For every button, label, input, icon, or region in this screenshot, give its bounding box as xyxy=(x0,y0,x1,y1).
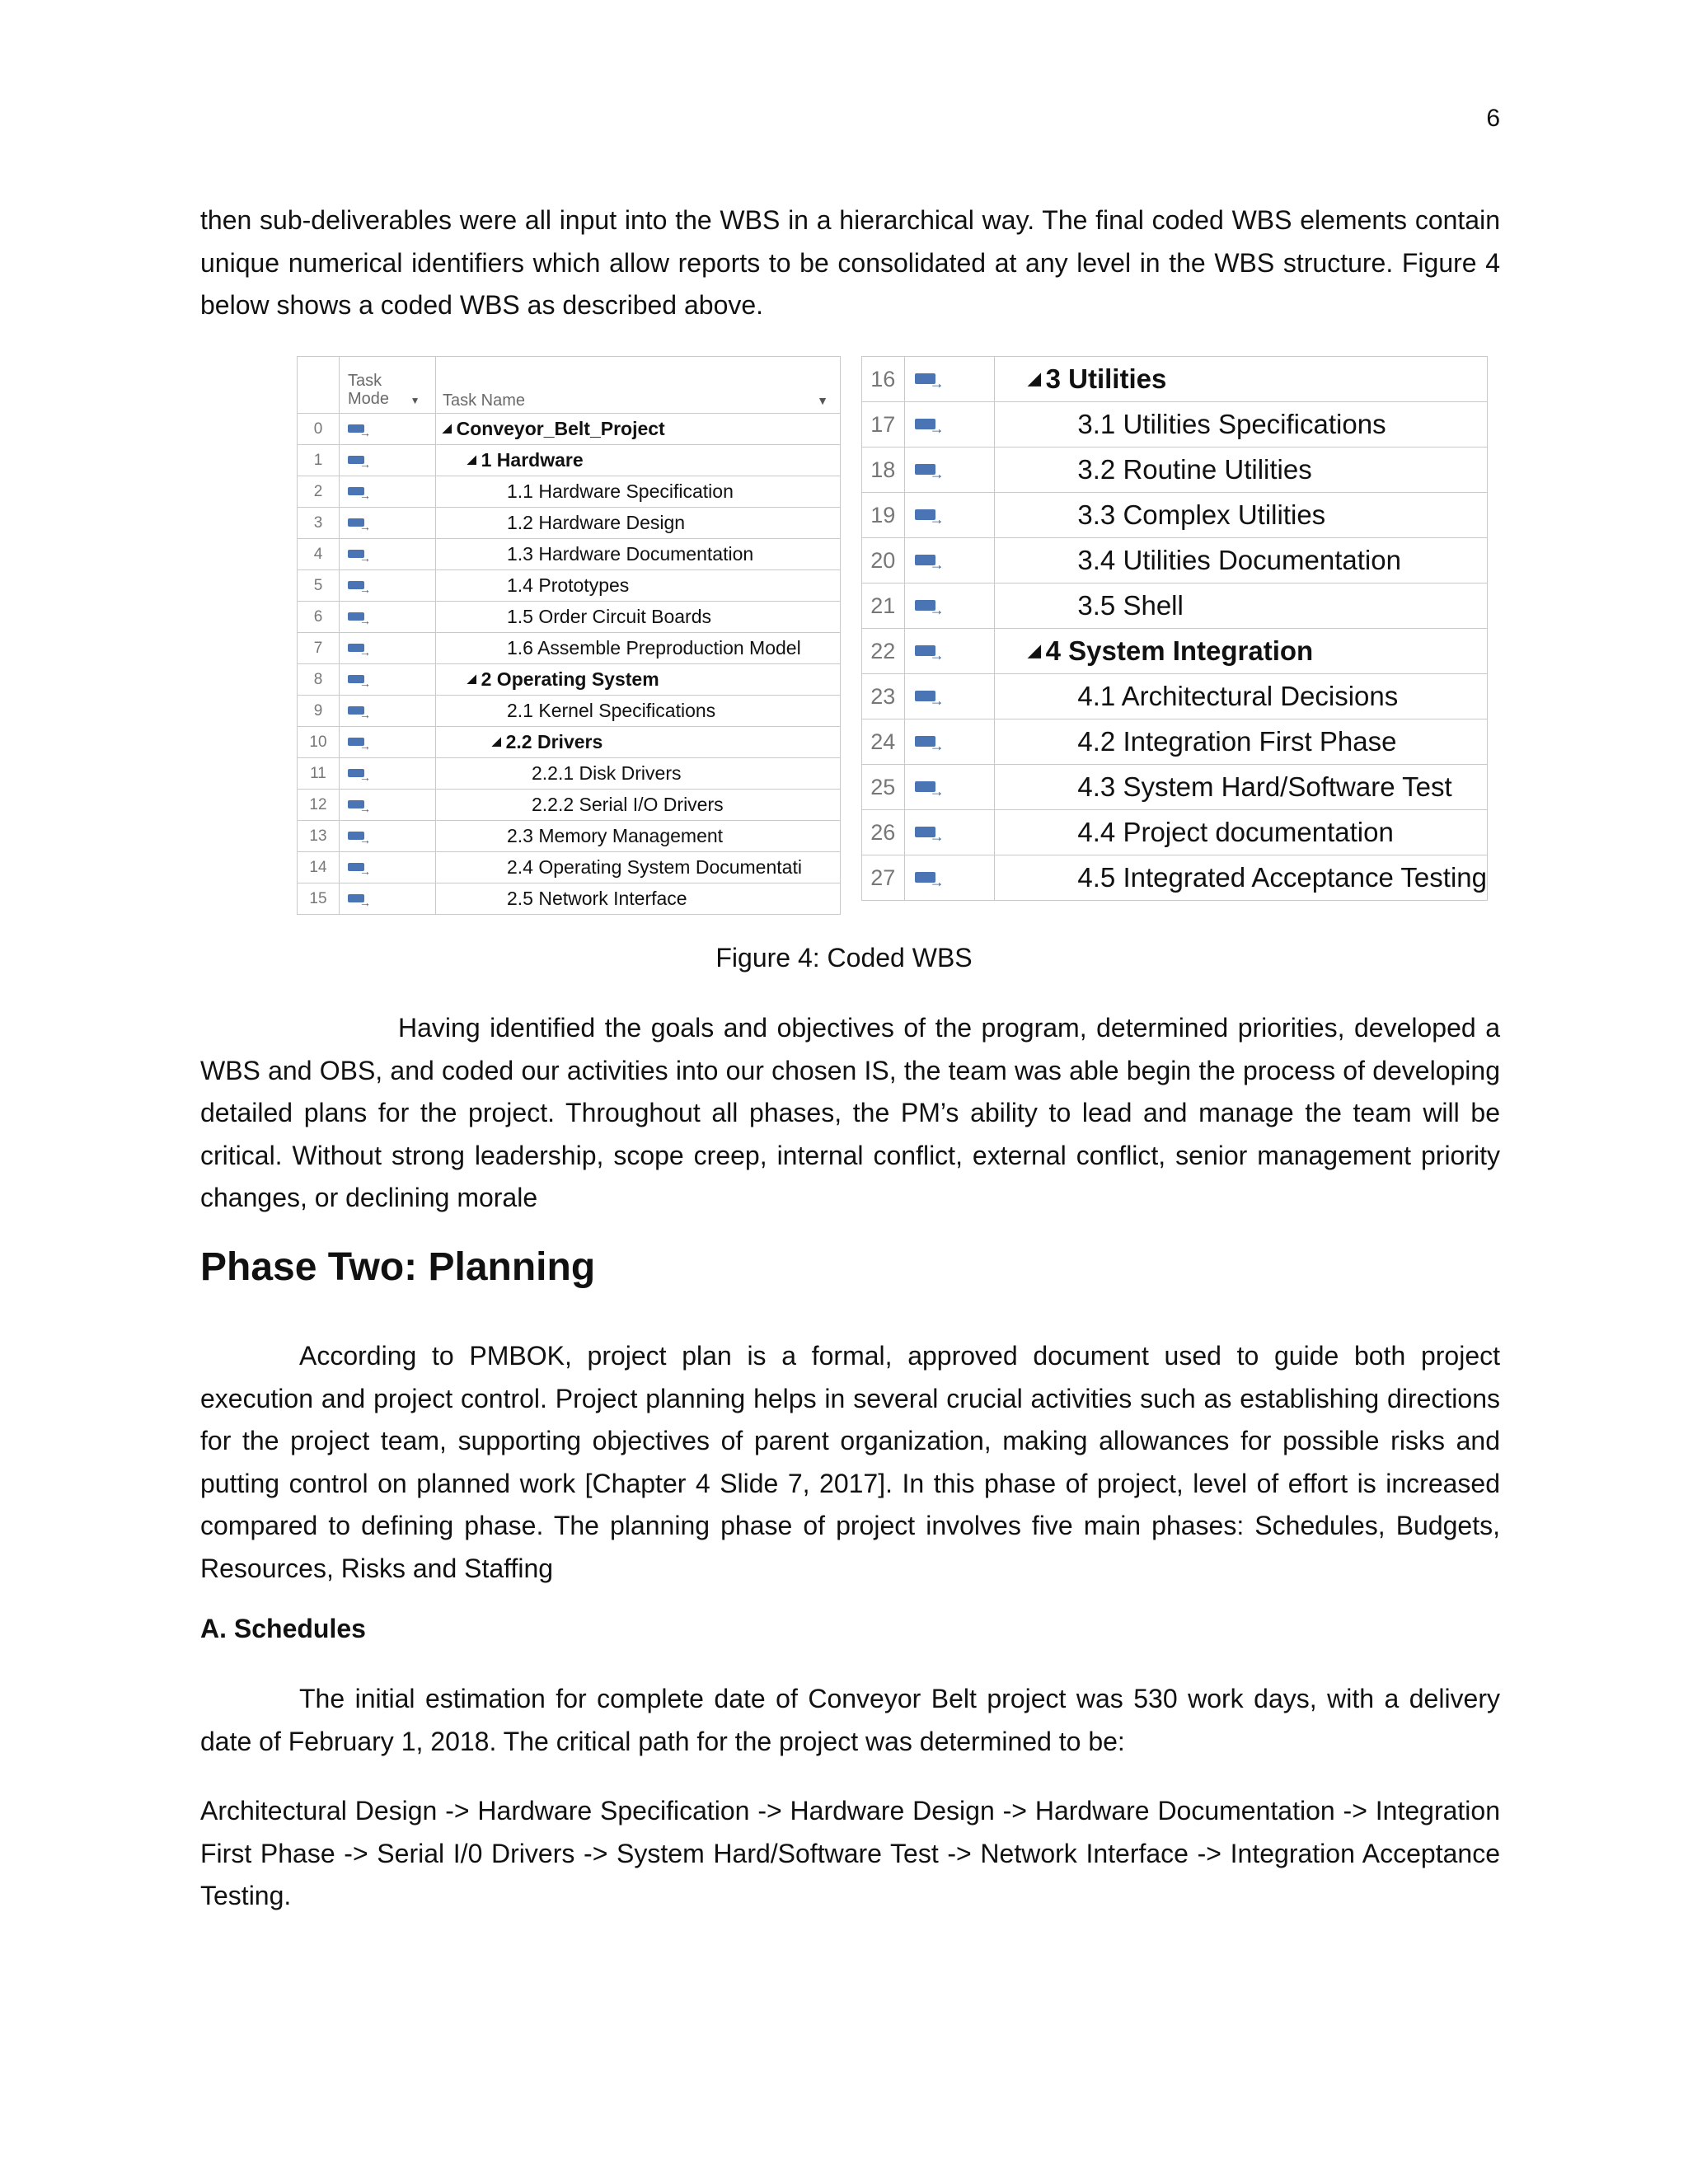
task-mode-cell[interactable] xyxy=(904,629,995,674)
row-id: 26 xyxy=(862,810,905,855)
table-row[interactable] xyxy=(862,855,1488,901)
page-number: 6 xyxy=(1486,105,1500,132)
auto-scheduled-task-icon: → xyxy=(348,894,371,906)
table-row[interactable] xyxy=(298,539,841,570)
row-id: 19 xyxy=(862,493,905,538)
table-row[interactable] xyxy=(862,448,1488,493)
task-name-cell[interactable] xyxy=(995,629,1488,674)
task-name-cell[interactable] xyxy=(995,719,1488,765)
task-name-label: 2.1 Kernel Specifications xyxy=(507,700,716,721)
table-row[interactable] xyxy=(298,883,841,915)
row-id: 18 xyxy=(862,448,905,493)
task-mode-cell[interactable] xyxy=(340,633,436,664)
task-mode-cell[interactable] xyxy=(340,852,436,883)
intro-paragraph: then sub-deliverables were all input into the WBS in a hierarchical way. The final coded WBS elements contain unique numerical identifiers which allow reports to be consolidated at any level in the WBS structure. Figure 4 below shows a coded WBS as described above. xyxy=(200,205,1500,320)
auto-scheduled-task-icon: → xyxy=(348,612,371,624)
auto-scheduled-task-icon: → xyxy=(915,645,945,660)
task-name-cell[interactable] xyxy=(995,765,1488,810)
table-row[interactable] xyxy=(862,719,1488,765)
collapse-triangle-icon[interactable]: ◢ xyxy=(467,672,476,685)
row-id: 23 xyxy=(862,674,905,719)
auto-scheduled-task-icon: → xyxy=(348,424,371,436)
task-mode-cell[interactable] xyxy=(904,448,995,493)
auto-scheduled-task-icon: → xyxy=(348,863,371,874)
id-header xyxy=(298,357,340,414)
task-name-label: 4.4 Project documentation xyxy=(1077,817,1394,847)
task-mode-cell[interactable] xyxy=(340,602,436,633)
table-row[interactable] xyxy=(298,570,841,602)
task-mode-cell[interactable] xyxy=(904,357,995,402)
task-name-label: 3 Utilities xyxy=(1045,363,1167,394)
auto-scheduled-task-icon: → xyxy=(915,373,945,388)
task-name-label: Conveyor_Belt_Project xyxy=(456,418,665,439)
table-row[interactable] xyxy=(298,633,841,664)
task-mode-cell[interactable] xyxy=(340,696,436,727)
task-name-label: 2 Operating System xyxy=(481,668,659,690)
row-id: 4 xyxy=(298,539,340,570)
paragraph-wbs-summary: Having identified the goals and objectives of the program, determined priorities, developed a WBS and OBS, and coded our activities into our chosen IS, the team was able begin the process of developing detailed plans for the project. Throughout all phases, the PM’s ability to lead and manage the team will be critical. Without strong leadership, scope creep, internal conflict, external conflict, senior management priority changes, or declining morale xyxy=(200,1013,1500,1212)
row-id: 5 xyxy=(298,570,340,602)
table-row[interactable] xyxy=(298,821,841,852)
task-name-cell[interactable] xyxy=(995,448,1488,493)
row-id: 11 xyxy=(298,758,340,790)
row-id: 25 xyxy=(862,765,905,810)
task-name-cell[interactable] xyxy=(436,821,841,852)
task-name-label: 3.1 Utilities Specifications xyxy=(1077,409,1386,439)
task-mode-cell[interactable] xyxy=(904,765,995,810)
row-id: 10 xyxy=(298,727,340,758)
task-name-cell[interactable] xyxy=(436,852,841,883)
task-name-label: 2.2.2 Serial I/O Drivers xyxy=(532,794,724,815)
auto-scheduled-task-icon: → xyxy=(915,419,945,434)
table-row[interactable] xyxy=(862,402,1488,448)
task-name-cell[interactable] xyxy=(995,674,1488,719)
task-name-cell[interactable] xyxy=(436,539,841,570)
task-name-cell[interactable] xyxy=(995,402,1488,448)
collapse-triangle-icon[interactable]: ◢ xyxy=(467,452,476,466)
auto-scheduled-task-icon: → xyxy=(348,487,371,499)
task-name-label: 1.5 Order Circuit Boards xyxy=(507,606,711,627)
task-name-cell[interactable] xyxy=(995,493,1488,538)
task-mode-cell[interactable] xyxy=(904,583,995,629)
table-row[interactable] xyxy=(298,758,841,790)
table-row[interactable] xyxy=(862,583,1488,629)
task-name-cell[interactable] xyxy=(995,810,1488,855)
row-id: 27 xyxy=(862,855,905,901)
task-name-cell[interactable] xyxy=(436,602,841,633)
task-name-cell[interactable] xyxy=(436,727,841,758)
task-name-cell[interactable] xyxy=(436,508,841,539)
auto-scheduled-task-icon: → xyxy=(915,736,945,751)
table-row[interactable] xyxy=(298,727,841,758)
wbs-table-left xyxy=(297,356,841,915)
auto-scheduled-task-icon: → xyxy=(348,832,371,843)
table-row[interactable] xyxy=(298,476,841,508)
row-id: 13 xyxy=(298,821,340,852)
task-mode-cell[interactable] xyxy=(340,445,436,476)
row-id: 8 xyxy=(298,664,340,696)
auto-scheduled-task-icon: → xyxy=(915,872,945,887)
task-name-label: 4.2 Integration First Phase xyxy=(1077,726,1397,757)
task-mode-cell[interactable] xyxy=(340,727,436,758)
task-name-cell[interactable] xyxy=(436,790,841,821)
task-name-label: 2.2 Drivers xyxy=(505,731,603,752)
row-id: 7 xyxy=(298,633,340,664)
task-mode-cell[interactable] xyxy=(340,476,436,508)
auto-scheduled-task-icon: → xyxy=(915,464,945,479)
task-name-label: 1.1 Hardware Specification xyxy=(507,480,734,502)
table-row[interactable] xyxy=(298,508,841,539)
row-id: 20 xyxy=(862,538,905,583)
row-id: 16 xyxy=(862,357,905,402)
task-mode-cell[interactable] xyxy=(340,758,436,790)
figure-coded-wbs xyxy=(297,356,1488,916)
task-name-label: 3.2 Routine Utilities xyxy=(1077,454,1312,485)
auto-scheduled-task-icon: → xyxy=(348,738,371,749)
task-name-header-label: Task Name xyxy=(443,391,526,410)
task-mode-cell[interactable] xyxy=(340,508,436,539)
task-name-label: 4.5 Integrated Acceptance Testing xyxy=(1077,862,1487,893)
task-mode-cell[interactable] xyxy=(904,674,995,719)
task-mode-header-label: Task Mode xyxy=(348,372,390,408)
task-mode-cell[interactable] xyxy=(340,821,436,852)
task-name-cell[interactable] xyxy=(995,538,1488,583)
task-mode-cell[interactable] xyxy=(340,664,436,696)
row-id: 21 xyxy=(862,583,905,629)
task-name-cell[interactable] xyxy=(436,476,841,508)
task-name-cell[interactable] xyxy=(995,357,1488,402)
row-id: 14 xyxy=(298,852,340,883)
task-name-cell[interactable] xyxy=(436,570,841,602)
task-mode-cell[interactable] xyxy=(904,538,995,583)
collapse-triangle-icon[interactable]: ◢ xyxy=(1028,642,1041,661)
task-name-label: 4 System Integration xyxy=(1045,635,1314,666)
task-name-cell[interactable] xyxy=(436,445,841,476)
task-mode-cell[interactable] xyxy=(904,493,995,538)
table-row[interactable] xyxy=(862,810,1488,855)
paragraph-critical-path: Architectural Design -> Hardware Specification -> Hardware Design -> Hardware Documentation -> Integration First Phase -> Serial I/0 Drivers -> System Hard/Software Test -> Network Interface -> Integration Acceptance Testing. xyxy=(200,1796,1500,1910)
task-mode-cell[interactable] xyxy=(340,539,436,570)
table-row[interactable] xyxy=(862,538,1488,583)
auto-scheduled-task-icon: → xyxy=(348,550,371,561)
auto-scheduled-task-icon: → xyxy=(348,706,371,718)
collapse-triangle-icon[interactable]: ◢ xyxy=(443,421,452,434)
task-mode-cell[interactable] xyxy=(340,414,436,445)
task-name-label: 3.3 Complex Utilities xyxy=(1077,499,1326,530)
table-row[interactable] xyxy=(862,357,1488,402)
row-id: 2 xyxy=(298,476,340,508)
row-id: 15 xyxy=(298,883,340,915)
filter-dropdown-icon[interactable]: ▼ xyxy=(817,394,828,407)
table-row[interactable] xyxy=(298,414,841,445)
task-mode-cell[interactable] xyxy=(340,883,436,915)
table-row[interactable] xyxy=(298,790,841,821)
subheading-schedules: A. Schedules xyxy=(200,1614,366,1643)
task-name-label: 3.5 Shell xyxy=(1077,590,1184,621)
paragraph-schedules: The initial estimation for complete date of Conveyor Belt project was 530 work days, with a delivery date of February 1, 2018. The critical path for the project was determined to be: xyxy=(200,1684,1500,1756)
table-row[interactable] xyxy=(298,696,841,727)
auto-scheduled-task-icon: → xyxy=(915,555,945,569)
task-name-cell[interactable] xyxy=(436,883,841,915)
task-mode-cell[interactable] xyxy=(904,719,995,765)
task-name-cell[interactable] xyxy=(995,583,1488,629)
row-id: 22 xyxy=(862,629,905,674)
row-id: 12 xyxy=(298,790,340,821)
auto-scheduled-task-icon: → xyxy=(348,644,371,655)
row-id: 0 xyxy=(298,414,340,445)
task-mode-cell[interactable] xyxy=(904,855,995,901)
task-name-cell[interactable] xyxy=(995,855,1488,901)
row-id: 9 xyxy=(298,696,340,727)
table-row[interactable] xyxy=(298,445,841,476)
task-name-label: 2.4 Operating System Documentati xyxy=(507,856,802,878)
auto-scheduled-task-icon: → xyxy=(348,581,371,593)
row-id: 24 xyxy=(862,719,905,765)
task-name-label: 1.3 Hardware Documentation xyxy=(507,543,754,565)
row-id: 1 xyxy=(298,445,340,476)
table-row[interactable] xyxy=(298,664,841,696)
auto-scheduled-task-icon: → xyxy=(348,769,371,780)
table-row[interactable] xyxy=(862,765,1488,810)
table-row[interactable] xyxy=(298,852,841,883)
row-id: 6 xyxy=(298,602,340,633)
auto-scheduled-task-icon: → xyxy=(915,600,945,615)
task-mode-cell[interactable] xyxy=(340,570,436,602)
table-row[interactable] xyxy=(862,629,1488,674)
filter-dropdown-icon[interactable]: ▼ xyxy=(410,395,420,406)
task-name-label: 1.2 Hardware Design xyxy=(507,512,686,533)
task-name-label: 2.2.1 Disk Drivers xyxy=(532,762,682,784)
task-name-label: 4.1 Architectural Decisions xyxy=(1077,681,1399,711)
task-name-label: 1.6 Assemble Preproduction Model xyxy=(507,637,801,658)
task-name-cell[interactable] xyxy=(436,758,841,790)
auto-scheduled-task-icon: → xyxy=(915,509,945,524)
task-name-label: 1 Hardware xyxy=(481,449,584,471)
paragraph-planning: According to PMBOK, project plan is a formal, approved document used to guide both project execution and project control. Project planning helps in several crucial activities such as establishing directions for the project team, supporting objectives of parent organization, making allowances for possible risks and putting control on planned work [Chapter 4 Slide 7, 2017]. In this phase of project, level of effort is increased compared to defining phase. The planning phase of project involves five main phases: Schedules, Budgets, Resources, Risks and Staffing xyxy=(200,1341,1500,1583)
task-name-cell[interactable] xyxy=(436,696,841,727)
table-row[interactable] xyxy=(298,602,841,633)
collapse-triangle-icon[interactable]: ◢ xyxy=(492,734,501,748)
heading-phase-two: Phase Two: Planning xyxy=(200,1245,596,1289)
task-name-label: 1.4 Prototypes xyxy=(507,574,630,596)
auto-scheduled-task-icon: → xyxy=(915,691,945,705)
task-name-header[interactable] xyxy=(436,357,841,414)
task-name-label: 2.5 Network Interface xyxy=(507,888,687,909)
auto-scheduled-task-icon: → xyxy=(915,781,945,796)
auto-scheduled-task-icon: → xyxy=(348,456,371,467)
auto-scheduled-task-icon: → xyxy=(348,675,371,687)
task-mode-cell[interactable] xyxy=(904,402,995,448)
task-name-cell[interactable] xyxy=(436,414,841,445)
task-mode-cell[interactable] xyxy=(340,790,436,821)
task-name-label: 4.3 System Hard/Software Test xyxy=(1077,771,1452,802)
task-name-label: 2.3 Memory Management xyxy=(507,825,724,846)
figure-caption: Figure 4: Coded WBS xyxy=(715,943,973,972)
task-name-cell[interactable] xyxy=(436,664,841,696)
row-id: 3 xyxy=(298,508,340,539)
auto-scheduled-task-icon: → xyxy=(348,800,371,812)
auto-scheduled-task-icon: → xyxy=(348,518,371,530)
collapse-triangle-icon[interactable]: ◢ xyxy=(1028,370,1041,389)
task-name-cell[interactable] xyxy=(436,633,841,664)
auto-scheduled-task-icon: → xyxy=(915,827,945,841)
wbs-table-right xyxy=(861,356,1488,901)
row-id: 17 xyxy=(862,402,905,448)
table-row[interactable] xyxy=(862,674,1488,719)
task-mode-cell[interactable] xyxy=(904,810,995,855)
task-mode-header[interactable] xyxy=(340,357,436,414)
table-row[interactable] xyxy=(862,493,1488,538)
task-name-label: 3.4 Utilities Documentation xyxy=(1077,545,1401,575)
